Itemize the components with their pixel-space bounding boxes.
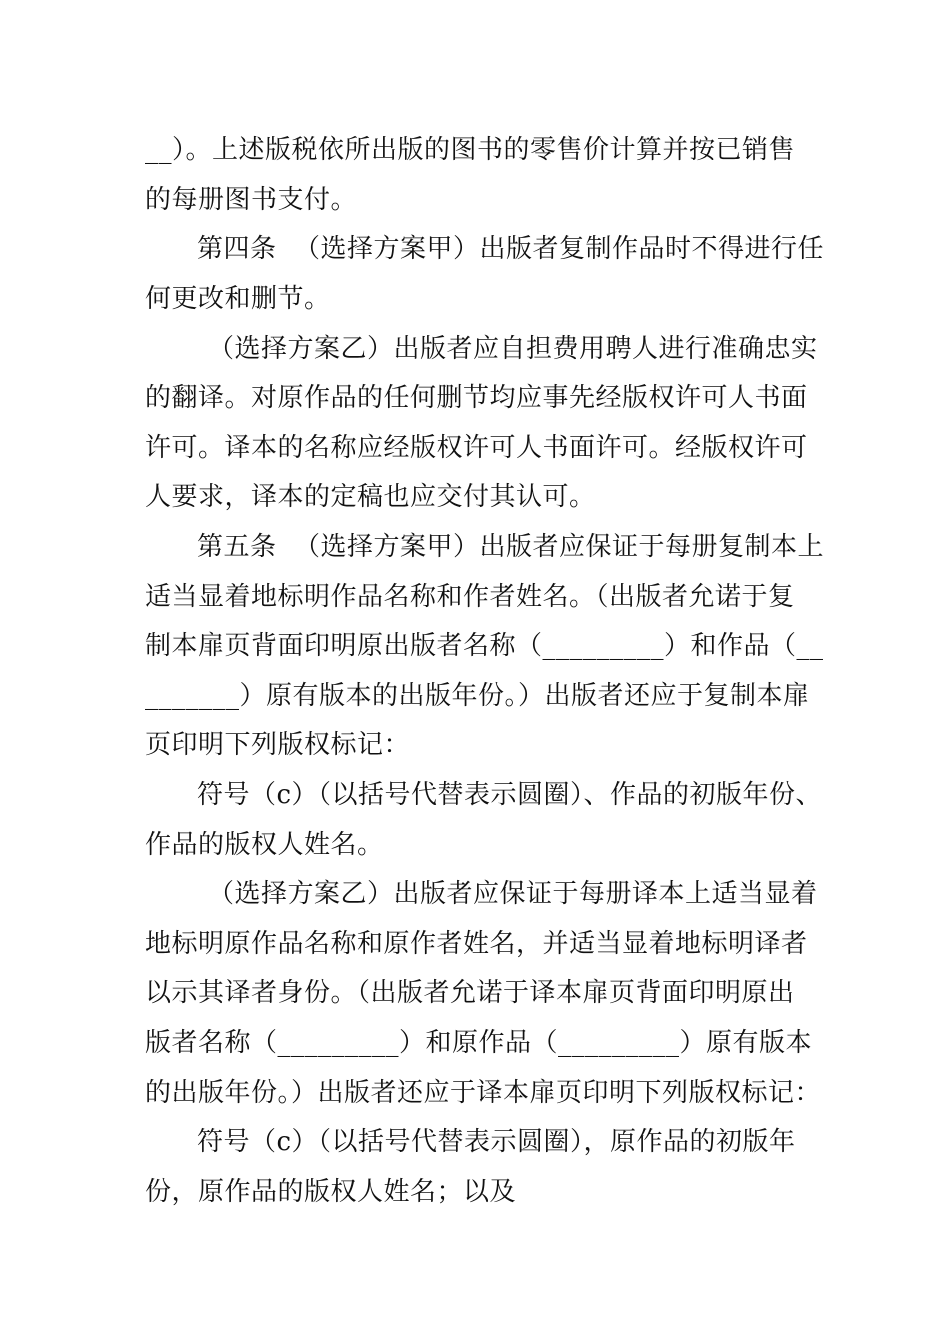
text-line: 许可。译本的名称应经版权许可人书面许可。经版权许可: [145, 433, 808, 463]
article-five-line: 第五条 （选择方案甲）出版者应保证于每册复制本上: [197, 532, 825, 562]
text-line: 的翻译。对原作品的任何删节均应事先经版权许可人书面: [145, 383, 808, 413]
text-line: 的每册图书支付。: [145, 185, 358, 215]
text-line: _______）原有版本的出版年份。）出版者还应于复制本扉: [145, 681, 810, 711]
copyright-mark-line: 符号（c）（以括号代替表示圆圈），原作品的初版年: [197, 1127, 796, 1157]
text-line: 制本扉页背面印明原出版者名称（_________）和作品（__: [145, 631, 824, 661]
text-line: 份，原作品的版权人姓名；以及: [145, 1177, 517, 1207]
text-line: 作品的版权人姓名。: [145, 830, 384, 860]
text-line: 页印明下列版权标记：: [145, 730, 411, 760]
text-line: __）。上述版税依所出版的图书的零售价计算并按已销售: [145, 135, 796, 165]
text-line: 以示其译者身份。（出版者允诺于译本扉页背面印明原出: [145, 978, 795, 1008]
text-line: 何更改和删节。: [145, 284, 331, 314]
copyright-mark-line: 符号（c）（以括号代替表示圆圈）、作品的初版年份、: [197, 780, 823, 810]
text-line: 适当显着地标明作品名称和作者姓名。（出版者允诺于复: [145, 582, 795, 612]
text-line: 地标明原作品名称和原作者姓名，并适当显着地标明译者: [145, 929, 808, 959]
option-b-line: （选择方案乙）出版者应保证于每册译本上适当显着: [208, 879, 818, 909]
text-line: 的出版年份。）出版者还应于译本扉页印明下列版权标记：: [145, 1078, 822, 1108]
text-line: 版者名称（_________）和原作品（_________）原有版本: [145, 1028, 813, 1058]
article-four-line: 第四条 （选择方案甲）出版者复制作品时不得进行任: [197, 234, 825, 264]
text-line: 人要求，译本的定稿也应交付其认可。: [145, 482, 596, 512]
option-b-line: （选择方案乙）出版者应自担费用聘人进行准确忠实: [208, 334, 818, 364]
